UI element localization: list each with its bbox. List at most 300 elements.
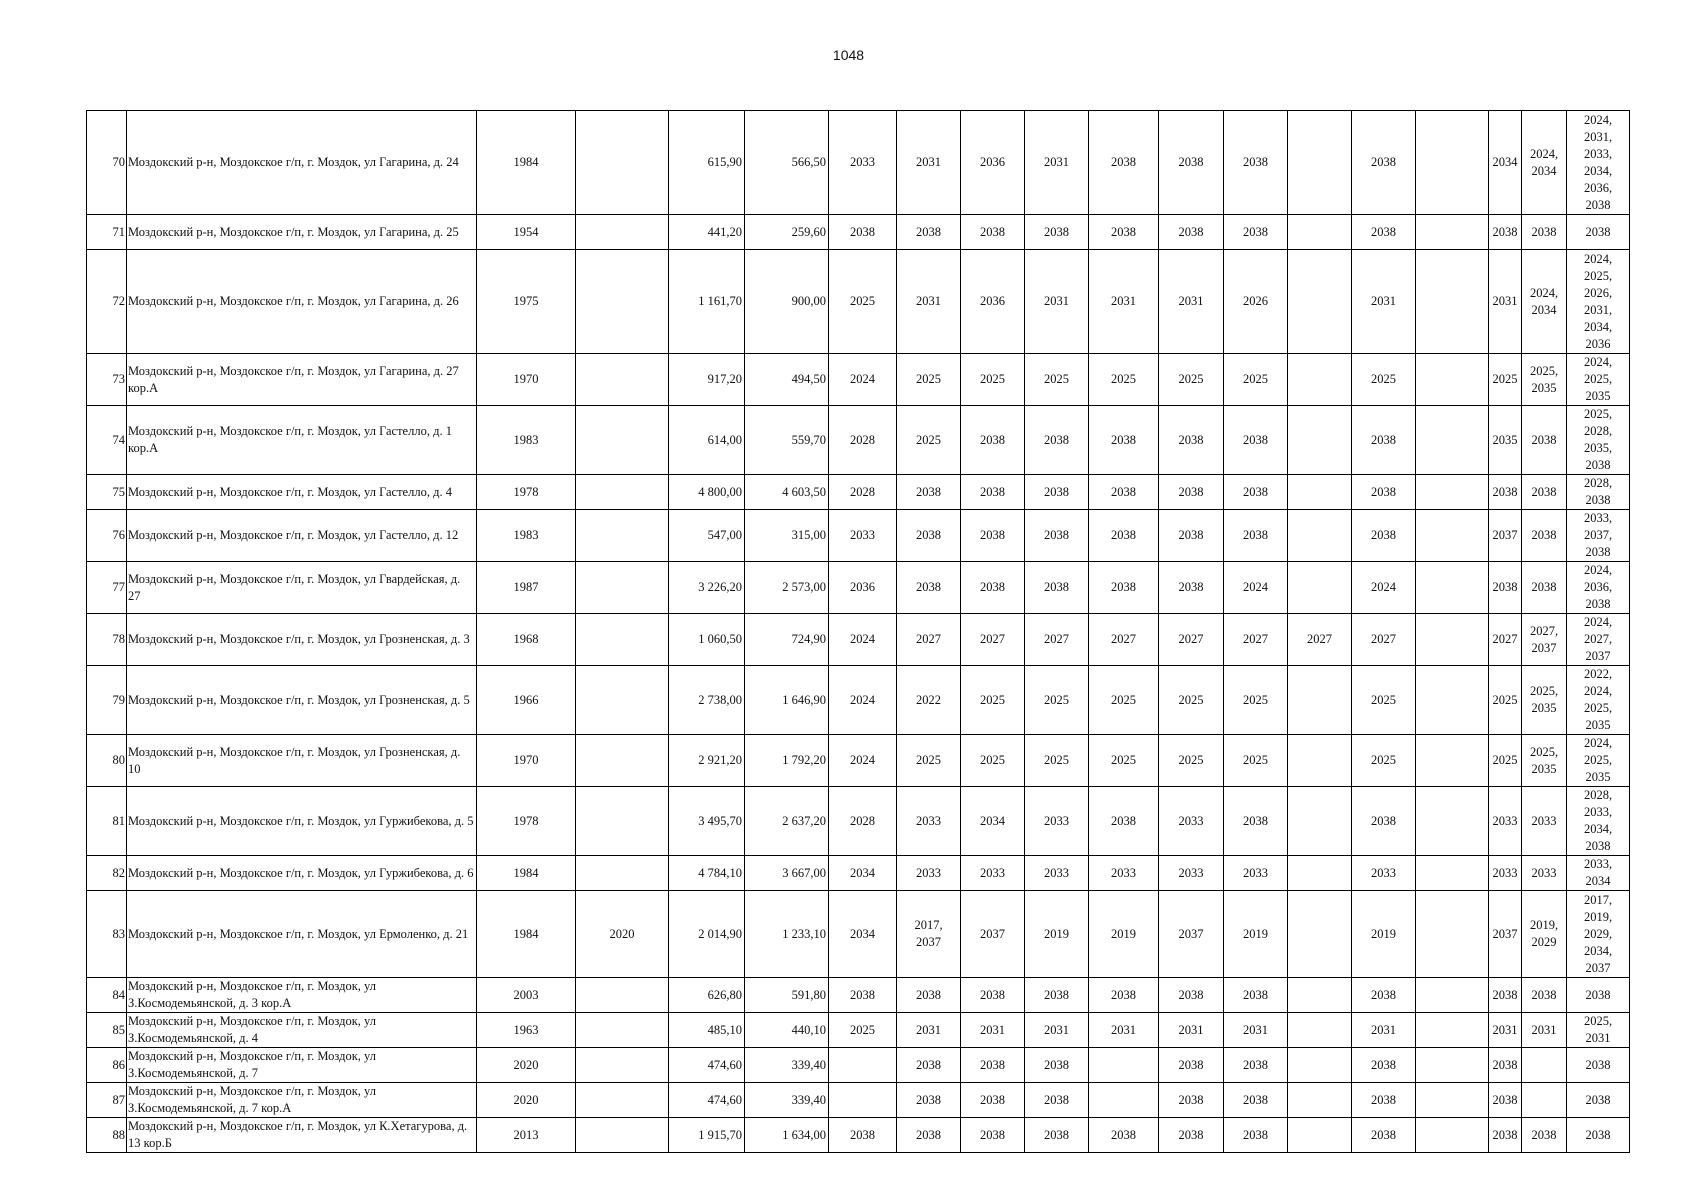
year-cell-9: 2025 [1352, 735, 1416, 787]
table-row [87, 856, 1630, 891]
table-row [87, 510, 1630, 562]
year-cell-4: 2031 [1025, 111, 1089, 215]
extra-year-cell: 2020 [576, 891, 669, 978]
year-cell-9: 2038 [1352, 1048, 1416, 1083]
year-cell-3: 2037 [961, 891, 1025, 978]
year-cell-4: 2031 [1025, 250, 1089, 354]
year-cell-8 [1288, 1048, 1352, 1083]
year-cell-7: 2038 [1224, 1118, 1288, 1153]
year-cell-2: 2038 [897, 562, 961, 614]
table-row [87, 406, 1630, 475]
year-cell-12: 2038 [1522, 978, 1567, 1013]
year-cell-11: 2025 [1489, 735, 1522, 787]
address-cell: Моздокский р-н, Моздокское г/п, г. Моздок, ул Грозненская, д. 3 [127, 614, 477, 666]
living-area-cell: 1 646,90 [745, 666, 829, 735]
table-row [87, 978, 1630, 1013]
year-cell-9: 2019 [1352, 891, 1416, 978]
year-cell-1: 2024 [829, 354, 897, 406]
extra-year-cell [576, 250, 669, 354]
extra-year-cell [576, 354, 669, 406]
table-row [87, 111, 1630, 215]
year-cell-10 [1416, 735, 1489, 787]
year-cell-1 [829, 1083, 897, 1118]
year-cell-6: 2027 [1159, 614, 1224, 666]
year-cell-5: 2038 [1089, 111, 1159, 215]
build-year-cell: 1970 [477, 735, 576, 787]
extra-year-cell [576, 1013, 669, 1048]
row-number-cell: 86 [87, 1048, 127, 1083]
year-cell-12: 2027, 2037 [1522, 614, 1567, 666]
year-cell-10 [1416, 406, 1489, 475]
extra-year-cell [576, 406, 669, 475]
year-cell-4: 2033 [1025, 856, 1089, 891]
year-cell-2: 2031 [897, 250, 961, 354]
build-year-cell: 2020 [477, 1083, 576, 1118]
year-cell-2: 2038 [897, 510, 961, 562]
year-cell-4: 2025 [1025, 354, 1089, 406]
year-cell-3: 2038 [961, 215, 1025, 250]
year-cell-11: 2038 [1489, 1083, 1522, 1118]
year-cell-2: 2031 [897, 111, 961, 215]
year-cell-2: 2038 [897, 1118, 961, 1153]
address-cell: Моздокский р-н, Моздокское г/п, г. Моздок, ул З.Космодемьянской, д. 7 кор.А [127, 1083, 477, 1118]
year-cell-1: 2024 [829, 735, 897, 787]
year-cell-3: 2038 [961, 510, 1025, 562]
living-area-cell: 724,90 [745, 614, 829, 666]
extra-year-cell [576, 111, 669, 215]
year-cell-6: 2038 [1159, 978, 1224, 1013]
year-cell-5: 2025 [1089, 666, 1159, 735]
year-cell-11: 2038 [1489, 475, 1522, 510]
year-cell-3: 2025 [961, 666, 1025, 735]
year-cell-13: 2038 [1567, 215, 1630, 250]
year-cell-8 [1288, 354, 1352, 406]
extra-year-cell [576, 978, 669, 1013]
table-row [87, 1118, 1630, 1153]
extra-year-cell [576, 562, 669, 614]
year-cell-3: 2038 [961, 562, 1025, 614]
year-cell-1: 2024 [829, 666, 897, 735]
total-area-cell: 917,20 [669, 354, 745, 406]
year-cell-4: 2038 [1025, 406, 1089, 475]
year-cell-11: 2034 [1489, 111, 1522, 215]
year-cell-1: 2038 [829, 1118, 897, 1153]
living-area-cell: 1 634,00 [745, 1118, 829, 1153]
year-cell-3: 2038 [961, 475, 1025, 510]
year-cell-11: 2033 [1489, 787, 1522, 856]
year-cell-1: 2036 [829, 562, 897, 614]
address-cell: Моздокский р-н, Моздокское г/п, г. Моздок, ул Ермоленко, д. 21 [127, 891, 477, 978]
year-cell-13: 2033, 2037, 2038 [1567, 510, 1630, 562]
year-cell-10 [1416, 111, 1489, 215]
build-year-cell: 1984 [477, 891, 576, 978]
year-cell-11: 2035 [1489, 406, 1522, 475]
year-cell-1 [829, 1048, 897, 1083]
row-number-cell: 74 [87, 406, 127, 475]
year-cell-2: 2025 [897, 735, 961, 787]
address-cell: Моздокский р-н, Моздокское г/п, г. Моздок, ул Гагарина, д. 27 кор.А [127, 354, 477, 406]
living-area-cell: 1 233,10 [745, 891, 829, 978]
living-area-cell: 494,50 [745, 354, 829, 406]
year-cell-13: 2024, 2036, 2038 [1567, 562, 1630, 614]
year-cell-6: 2025 [1159, 354, 1224, 406]
year-cell-7: 2038 [1224, 475, 1288, 510]
year-cell-9: 2038 [1352, 978, 1416, 1013]
living-area-cell: 1 792,20 [745, 735, 829, 787]
year-cell-9: 2033 [1352, 856, 1416, 891]
extra-year-cell [576, 614, 669, 666]
table-row [87, 1048, 1630, 1083]
year-cell-1: 2028 [829, 475, 897, 510]
year-cell-6: 2025 [1159, 666, 1224, 735]
year-cell-4: 2038 [1025, 978, 1089, 1013]
year-cell-7: 2026 [1224, 250, 1288, 354]
year-cell-7: 2038 [1224, 215, 1288, 250]
extra-year-cell [576, 215, 669, 250]
year-cell-1: 2024 [829, 614, 897, 666]
year-cell-10 [1416, 1083, 1489, 1118]
year-cell-12: 2038 [1522, 510, 1567, 562]
address-cell: Моздокский р-н, Моздокское г/п, г. Моздок, ул Грозненская, д. 10 [127, 735, 477, 787]
year-cell-1: 2033 [829, 510, 897, 562]
year-cell-8 [1288, 562, 1352, 614]
year-cell-8 [1288, 510, 1352, 562]
year-cell-8 [1288, 978, 1352, 1013]
year-cell-2: 2033 [897, 787, 961, 856]
year-cell-9: 2038 [1352, 1118, 1416, 1153]
living-area-cell: 3 667,00 [745, 856, 829, 891]
total-area-cell: 3 495,70 [669, 787, 745, 856]
year-cell-3: 2038 [961, 978, 1025, 1013]
total-area-cell: 3 226,20 [669, 562, 745, 614]
year-cell-6: 2038 [1159, 215, 1224, 250]
year-cell-9: 2038 [1352, 215, 1416, 250]
year-cell-12 [1522, 1048, 1567, 1083]
year-cell-11: 2027 [1489, 614, 1522, 666]
year-cell-1: 2025 [829, 250, 897, 354]
year-cell-4: 2027 [1025, 614, 1089, 666]
year-cell-6: 2031 [1159, 250, 1224, 354]
year-cell-3: 2033 [961, 856, 1025, 891]
living-area-cell: 259,60 [745, 215, 829, 250]
living-area-cell: 900,00 [745, 250, 829, 354]
address-cell: Моздокский р-н, Моздокское г/п, г. Моздок, ул Гагарина, д. 25 [127, 215, 477, 250]
year-cell-5: 2038 [1089, 510, 1159, 562]
year-cell-5: 2027 [1089, 614, 1159, 666]
year-cell-13: 2022, 2024, 2025, 2035 [1567, 666, 1630, 735]
extra-year-cell [576, 1118, 669, 1153]
year-cell-6: 2038 [1159, 111, 1224, 215]
year-cell-10 [1416, 215, 1489, 250]
year-cell-9: 2038 [1352, 111, 1416, 215]
living-area-cell: 591,80 [745, 978, 829, 1013]
year-cell-5: 2031 [1089, 1013, 1159, 1048]
year-cell-1: 2025 [829, 1013, 897, 1048]
year-cell-2: 2022 [897, 666, 961, 735]
year-cell-11: 2031 [1489, 1013, 1522, 1048]
year-cell-10 [1416, 666, 1489, 735]
build-year-cell: 1963 [477, 1013, 576, 1048]
year-cell-2: 2038 [897, 1048, 961, 1083]
year-cell-8 [1288, 215, 1352, 250]
total-area-cell: 2 921,20 [669, 735, 745, 787]
year-cell-7: 2025 [1224, 735, 1288, 787]
year-cell-13: 2038 [1567, 1118, 1630, 1153]
year-cell-5: 2038 [1089, 787, 1159, 856]
year-cell-6: 2038 [1159, 406, 1224, 475]
year-cell-4: 2038 [1025, 475, 1089, 510]
page-number: 1048 [832, 47, 865, 63]
total-area-cell: 441,20 [669, 215, 745, 250]
year-cell-13: 2024, 2025, 2035 [1567, 735, 1630, 787]
year-cell-2: 2017, 2037 [897, 891, 961, 978]
year-cell-7: 2038 [1224, 111, 1288, 215]
year-cell-2: 2033 [897, 856, 961, 891]
year-cell-7: 2025 [1224, 354, 1288, 406]
address-cell: Моздокский р-н, Моздокское г/п, г. Моздок, ул З.Космодемьянской, д. 3 кор.А [127, 978, 477, 1013]
year-cell-7: 2038 [1224, 1083, 1288, 1118]
year-cell-4: 2038 [1025, 1083, 1089, 1118]
total-area-cell: 615,90 [669, 111, 745, 215]
year-cell-5: 2038 [1089, 562, 1159, 614]
year-cell-7: 2024 [1224, 562, 1288, 614]
year-cell-8 [1288, 891, 1352, 978]
year-cell-10 [1416, 614, 1489, 666]
year-cell-12: 2031 [1522, 1013, 1567, 1048]
living-area-cell: 339,40 [745, 1048, 829, 1083]
year-cell-11: 2025 [1489, 354, 1522, 406]
address-cell: Моздокский р-н, Моздокское г/п, г. Моздок, ул Гуржибекова, д. 6 [127, 856, 477, 891]
year-cell-12: 2024, 2034 [1522, 250, 1567, 354]
address-cell: Моздокский р-н, Моздокское г/п, г. Моздок, ул Гастелло, д. 12 [127, 510, 477, 562]
year-cell-9: 2025 [1352, 354, 1416, 406]
year-cell-9: 2024 [1352, 562, 1416, 614]
year-cell-4: 2025 [1025, 735, 1089, 787]
year-cell-6: 2038 [1159, 510, 1224, 562]
total-area-cell: 474,60 [669, 1083, 745, 1118]
year-cell-7: 2025 [1224, 666, 1288, 735]
row-number-cell: 71 [87, 215, 127, 250]
year-cell-11: 2038 [1489, 1048, 1522, 1083]
year-cell-9: 2038 [1352, 475, 1416, 510]
living-area-cell: 2 637,20 [745, 787, 829, 856]
extra-year-cell [576, 1048, 669, 1083]
year-cell-10 [1416, 354, 1489, 406]
address-cell: Моздокский р-н, Моздокское г/п, г. Моздок, ул З.Космодемьянской, д. 4 [127, 1013, 477, 1048]
year-cell-2: 2038 [897, 215, 961, 250]
extra-year-cell [576, 1083, 669, 1118]
row-number-cell: 72 [87, 250, 127, 354]
year-cell-8 [1288, 1083, 1352, 1118]
year-cell-11: 2033 [1489, 856, 1522, 891]
year-cell-4: 2019 [1025, 891, 1089, 978]
build-year-cell: 1966 [477, 666, 576, 735]
year-cell-13: 2024, 2031, 2033, 2034, 2036, 2038 [1567, 111, 1630, 215]
year-cell-10 [1416, 978, 1489, 1013]
year-cell-5: 2038 [1089, 215, 1159, 250]
row-number-cell: 73 [87, 354, 127, 406]
total-area-cell: 626,80 [669, 978, 745, 1013]
year-cell-3: 2027 [961, 614, 1025, 666]
total-area-cell: 1 161,70 [669, 250, 745, 354]
year-cell-7: 2027 [1224, 614, 1288, 666]
year-cell-3: 2031 [961, 1013, 1025, 1048]
living-area-cell: 339,40 [745, 1083, 829, 1118]
year-cell-13: 2025, 2028, 2035, 2038 [1567, 406, 1630, 475]
year-cell-8 [1288, 666, 1352, 735]
year-cell-8 [1288, 250, 1352, 354]
year-cell-4: 2038 [1025, 510, 1089, 562]
year-cell-10 [1416, 250, 1489, 354]
year-cell-11: 2038 [1489, 1118, 1522, 1153]
table-row [87, 1013, 1630, 1048]
year-cell-9: 2025 [1352, 666, 1416, 735]
year-cell-11: 2038 [1489, 562, 1522, 614]
total-area-cell: 4 784,10 [669, 856, 745, 891]
address-cell: Моздокский р-н, Моздокское г/п, г. Моздок, ул З.Космодемьянской, д. 7 [127, 1048, 477, 1083]
row-number-cell: 83 [87, 891, 127, 978]
year-cell-12: 2038 [1522, 406, 1567, 475]
year-cell-8: 2027 [1288, 614, 1352, 666]
year-cell-13: 2038 [1567, 1083, 1630, 1118]
year-cell-12: 2025, 2035 [1522, 735, 1567, 787]
table-row [87, 562, 1630, 614]
total-area-cell: 4 800,00 [669, 475, 745, 510]
year-cell-5 [1089, 1048, 1159, 1083]
year-cell-7: 2038 [1224, 510, 1288, 562]
year-cell-9: 2038 [1352, 510, 1416, 562]
address-cell: Моздокский р-н, Моздокское г/п, г. Моздок, ул Гастелло, д. 4 [127, 475, 477, 510]
row-number-cell: 82 [87, 856, 127, 891]
living-area-cell: 559,70 [745, 406, 829, 475]
year-cell-13: 2038 [1567, 1048, 1630, 1083]
year-cell-8 [1288, 856, 1352, 891]
year-cell-3: 2036 [961, 111, 1025, 215]
table-row [87, 666, 1630, 735]
extra-year-cell [576, 787, 669, 856]
year-cell-6: 2038 [1159, 475, 1224, 510]
row-number-cell: 87 [87, 1083, 127, 1118]
year-cell-6: 2037 [1159, 891, 1224, 978]
extra-year-cell [576, 475, 669, 510]
year-cell-7: 2038 [1224, 406, 1288, 475]
year-cell-8 [1288, 787, 1352, 856]
year-cell-9: 2031 [1352, 250, 1416, 354]
year-cell-13: 2017, 2019, 2029, 2034, 2037 [1567, 891, 1630, 978]
year-cell-12: 2038 [1522, 215, 1567, 250]
total-area-cell: 1 915,70 [669, 1118, 745, 1153]
year-cell-5: 2025 [1089, 735, 1159, 787]
year-cell-10 [1416, 562, 1489, 614]
table-row [87, 215, 1630, 250]
year-cell-5: 2038 [1089, 475, 1159, 510]
total-area-cell: 547,00 [669, 510, 745, 562]
build-year-cell: 1984 [477, 856, 576, 891]
build-year-cell: 2013 [477, 1118, 576, 1153]
address-cell: Моздокский р-н, Моздокское г/п, г. Моздок, ул Гвардейская, д. 27 [127, 562, 477, 614]
year-cell-12: 2038 [1522, 562, 1567, 614]
year-cell-12: 2024, 2034 [1522, 111, 1567, 215]
year-cell-4: 2025 [1025, 666, 1089, 735]
table-row [87, 891, 1630, 978]
year-cell-6: 2033 [1159, 856, 1224, 891]
table-body [87, 111, 1630, 1153]
year-cell-10 [1416, 891, 1489, 978]
year-cell-5: 2025 [1089, 354, 1159, 406]
total-area-cell: 474,60 [669, 1048, 745, 1083]
table-row [87, 787, 1630, 856]
year-cell-2: 2038 [897, 978, 961, 1013]
year-cell-9: 2038 [1352, 787, 1416, 856]
year-cell-1: 2028 [829, 406, 897, 475]
year-cell-5: 2038 [1089, 978, 1159, 1013]
build-year-cell: 1978 [477, 787, 576, 856]
year-cell-5 [1089, 1083, 1159, 1118]
year-cell-1: 2038 [829, 215, 897, 250]
year-cell-2: 2025 [897, 406, 961, 475]
row-number-cell: 75 [87, 475, 127, 510]
year-cell-2: 2038 [897, 475, 961, 510]
year-cell-2: 2031 [897, 1013, 961, 1048]
living-area-cell: 4 603,50 [745, 475, 829, 510]
build-year-cell: 2020 [477, 1048, 576, 1083]
year-cell-10 [1416, 1013, 1489, 1048]
year-cell-8 [1288, 111, 1352, 215]
row-number-cell: 76 [87, 510, 127, 562]
year-cell-11: 2025 [1489, 666, 1522, 735]
living-area-cell: 440,10 [745, 1013, 829, 1048]
year-cell-4: 2038 [1025, 215, 1089, 250]
address-cell: Моздокский р-н, Моздокское г/п, г. Моздок, ул К.Хетагурова, д. 13 кор.Б [127, 1118, 477, 1153]
year-cell-6: 2033 [1159, 787, 1224, 856]
total-area-cell: 485,10 [669, 1013, 745, 1048]
table-row [87, 475, 1630, 510]
building-register-table [86, 110, 1630, 1153]
row-number-cell: 77 [87, 562, 127, 614]
year-cell-12: 2019, 2029 [1522, 891, 1567, 978]
year-cell-10 [1416, 787, 1489, 856]
row-number-cell: 84 [87, 978, 127, 1013]
address-cell: Моздокский р-н, Моздокское г/п, г. Моздок, ул Грозненская, д. 5 [127, 666, 477, 735]
total-area-cell: 614,00 [669, 406, 745, 475]
table-row [87, 250, 1630, 354]
year-cell-12: 2038 [1522, 475, 1567, 510]
table-row [87, 1083, 1630, 1118]
year-cell-2: 2025 [897, 354, 961, 406]
year-cell-10 [1416, 510, 1489, 562]
year-cell-12 [1522, 1083, 1567, 1118]
year-cell-7: 2038 [1224, 787, 1288, 856]
year-cell-10 [1416, 475, 1489, 510]
year-cell-12: 2025, 2035 [1522, 666, 1567, 735]
year-cell-12: 2033 [1522, 856, 1567, 891]
build-year-cell: 1978 [477, 475, 576, 510]
year-cell-6: 2038 [1159, 562, 1224, 614]
year-cell-11: 2038 [1489, 215, 1522, 250]
table-row [87, 735, 1630, 787]
address-cell: Моздокский р-н, Моздокское г/п, г. Моздок, ул Гагарина, д. 26 [127, 250, 477, 354]
row-number-cell: 78 [87, 614, 127, 666]
year-cell-13: 2025, 2031 [1567, 1013, 1630, 1048]
year-cell-13: 2028, 2033, 2034, 2038 [1567, 787, 1630, 856]
year-cell-1: 2033 [829, 111, 897, 215]
build-year-cell: 1983 [477, 510, 576, 562]
extra-year-cell [576, 856, 669, 891]
year-cell-4: 2038 [1025, 562, 1089, 614]
year-cell-13: 2024, 2025, 2035 [1567, 354, 1630, 406]
year-cell-11: 2037 [1489, 891, 1522, 978]
year-cell-8 [1288, 1118, 1352, 1153]
